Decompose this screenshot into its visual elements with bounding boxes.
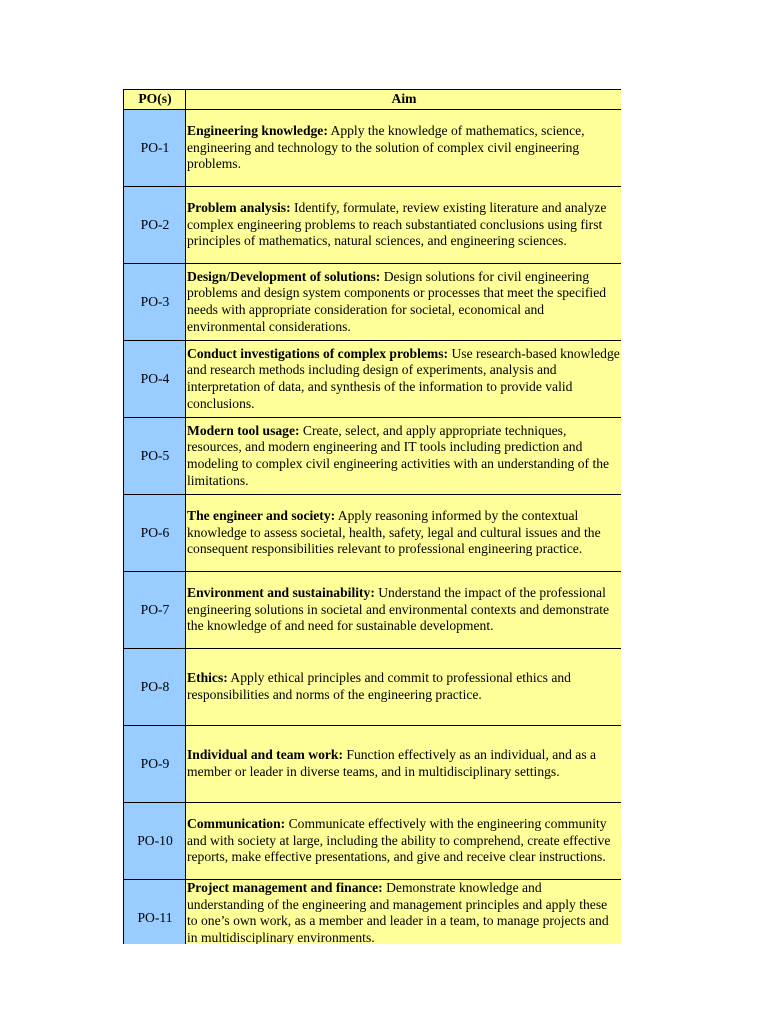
table-row xyxy=(124,495,622,572)
aim-cell xyxy=(186,880,622,945)
aim-label: Design/Development of solutions: xyxy=(187,268,381,284)
table-row xyxy=(124,572,622,649)
po-code: PO-11 xyxy=(124,880,186,945)
aim-text: Create, select, and apply appropriate techniques, resources, and modern engineering and IT tools including prediction and modeling to complex civil engineering activities with an understanding of the limitations. xyxy=(187,422,610,488)
po-code: PO-9 xyxy=(124,726,186,803)
po-code: PO-3 xyxy=(124,264,186,341)
aim-cell xyxy=(186,110,622,187)
table-row xyxy=(124,187,622,264)
aim-cell xyxy=(186,264,622,341)
table-row xyxy=(124,880,622,945)
program-outcomes-table-container xyxy=(123,89,621,944)
aim-label: Environment and sustainability: xyxy=(187,585,375,601)
aim-cell xyxy=(186,495,622,572)
aim-label: Problem analysis: xyxy=(187,200,291,216)
aim-cell xyxy=(186,726,622,803)
aim-text: Design solutions for civil engineering problems and design system components or processes that meet the specified needs with appropriate consideration for societal, economical and environmental considerations. xyxy=(187,268,607,334)
aim-cell xyxy=(186,187,622,264)
po-code: PO-8 xyxy=(124,649,186,726)
table-row xyxy=(124,803,622,880)
table-row xyxy=(124,726,622,803)
aim-cell xyxy=(186,572,622,649)
po-code: PO-7 xyxy=(124,572,186,649)
aim-text: Identify, formulate, review existing literature and analyze complex engineering problems to reach substantiated conclusions using first principles of mathematics, natural sciences, and engineering sciences. xyxy=(187,200,607,249)
table-row xyxy=(124,110,622,187)
po-code: PO-2 xyxy=(124,187,186,264)
table-row xyxy=(124,649,622,726)
po-code: PO-6 xyxy=(124,495,186,572)
table-row xyxy=(124,341,622,418)
aim-label: Conduct investigations of complex problems: xyxy=(187,345,449,361)
aim-cell xyxy=(186,649,622,726)
table-header-row xyxy=(124,90,622,110)
table-row xyxy=(124,264,622,341)
aim-text: Function effectively as an individual, and as a member or leader in diverse teams, and in multidisciplinary settings. xyxy=(187,747,597,779)
aim-text: Understand the impact of the professional engineering solutions in societal and environmental contexts and demonstrate the knowledge of and need for sustainable development. xyxy=(187,585,610,634)
po-code: PO-1 xyxy=(124,110,186,187)
header-po: PO(s) xyxy=(124,90,186,110)
aim-label: Ethics: xyxy=(187,670,228,686)
aim-label: Modern tool usage: xyxy=(187,422,300,438)
aim-text: Apply ethical principles and commit to professional ethics and responsibilities and norms of the engineering practice. xyxy=(187,670,571,702)
po-code: PO-10 xyxy=(124,803,186,880)
aim-text: Apply the knowledge of mathematics, science, engineering and technology to the solution of complex civil engineering problems. xyxy=(187,123,585,172)
aim-text: Apply reasoning informed by the contextual knowledge to assess societal, health, safety, legal and cultural issues and the consequent responsibilities relevant to professional engineering practice. xyxy=(187,508,601,557)
aim-cell xyxy=(186,803,622,880)
aim-text: Use research-based knowledge and research methods including design of experiments, analysis and interpretation of data, and synthesis of the information to provide valid conclusions. xyxy=(187,345,620,411)
aim-label: Project management and finance: xyxy=(187,880,383,895)
table-row xyxy=(124,418,622,495)
aim-text: Demonstrate knowledge and understanding of the engineering and management principles and apply these to one’s own work, as a member and leader in a team, to manage projects and in multidisciplinary environments. xyxy=(187,880,609,944)
po-code: PO-4 xyxy=(124,341,186,418)
aim-cell xyxy=(186,418,622,495)
aim-text: Communicate effectively with the engineering community and with society at large, including the ability to comprehend, create effective reports, make effective presentations, and give and receive clear instructions. xyxy=(187,816,611,865)
po-code: PO-5 xyxy=(124,418,186,495)
aim-cell xyxy=(186,341,622,418)
aim-label: Engineering knowledge: xyxy=(187,123,328,139)
header-aim: Aim xyxy=(186,90,622,110)
aim-label: Communication: xyxy=(187,816,286,832)
aim-label: Individual and team work: xyxy=(187,747,343,763)
program-outcomes-table xyxy=(123,89,621,944)
aim-label: The engineer and society: xyxy=(187,508,336,524)
